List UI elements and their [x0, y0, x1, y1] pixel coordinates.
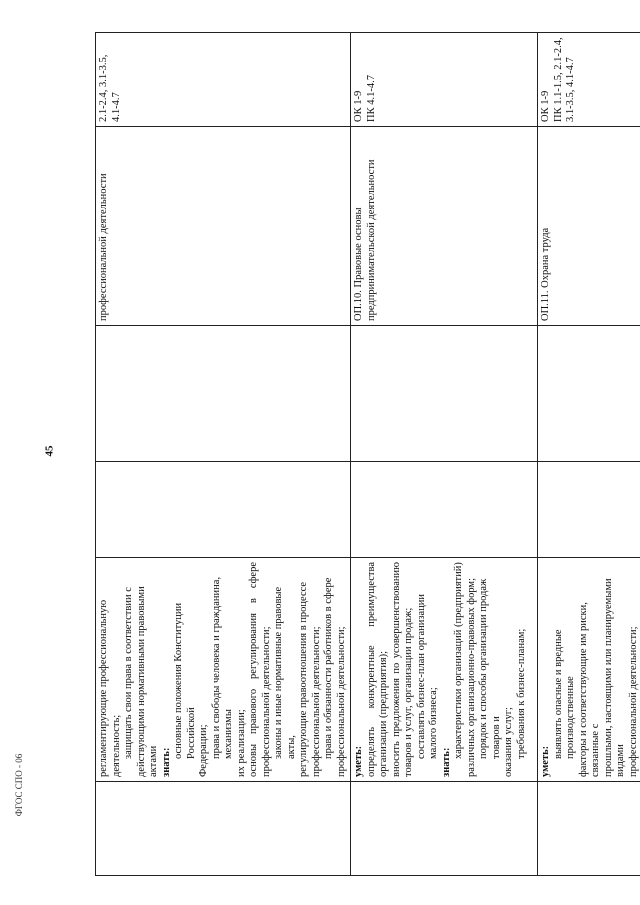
table-cell-blank — [538, 462, 640, 558]
content-line: Федерации; — [198, 724, 209, 777]
competency-codes: 2.1-2.4, 3.1-3.5, 4.1-4.7 — [98, 54, 122, 122]
table-cell-content — [538, 558, 640, 782]
content-line: организации (предприятия); — [378, 651, 389, 777]
competency-table — [95, 32, 640, 876]
content-line: основные положения Конституции Российской — [173, 602, 197, 759]
table-cell-discipline — [96, 127, 351, 326]
rotated-table-sheet — [95, 33, 639, 876]
table-row — [96, 33, 351, 876]
content-lines — [540, 562, 640, 777]
table-row — [538, 33, 640, 876]
content-line: знать: — [160, 747, 172, 777]
discipline-name: ОП.10. Правовые основы предпринимательской деятельности — [353, 159, 377, 321]
discipline-name: ОП.11. Охрана труда — [540, 227, 551, 321]
table-cell-blank — [351, 462, 538, 558]
content-line: определять конкурентные преимущества — [365, 562, 377, 777]
competency-codes: ОК 1-9 ПК 4.1-4.7 — [353, 75, 377, 122]
content-line: различных организационно-правовых форм; — [465, 578, 477, 777]
table-cell-blank — [96, 462, 351, 558]
table-cell-discipline — [351, 127, 538, 326]
table-cell-discipline — [538, 127, 640, 326]
table-cell-blank — [96, 326, 351, 462]
content-line: характеристики организаций (предприятий) — [453, 562, 464, 759]
content-lines — [98, 562, 348, 777]
table-cell-code — [351, 782, 538, 876]
table-cell-content — [351, 558, 538, 782]
content-line: вносить предложения по усовершенствованию — [390, 562, 402, 777]
discipline-name: профессиональной деятельности — [98, 173, 109, 321]
content-line: профессиональной деятельности; — [627, 626, 639, 777]
content-line: права и свободы человека и гражданина, механизмы — [210, 576, 234, 759]
content-line: порядок и способы организации продаж товаров и — [478, 578, 502, 759]
content-line: выявлять опасные и вредные производственные — [552, 629, 576, 759]
footer-code: ФГОС СПО - 06 — [14, 753, 25, 817]
table-cell-blank — [351, 326, 538, 462]
content-line: уметь: — [353, 745, 364, 777]
content-line: прошлыми, настоящими или планируемыми видами — [602, 578, 626, 777]
competency-codes: ОК 1-9 ПК 1.1-1.5, 2.1-2.4, 3.1-3.5, 4.1-4.7 — [540, 37, 576, 122]
table-cell-competencies — [538, 33, 640, 127]
table-cell-blank — [538, 326, 640, 462]
content-line: законы и иные нормативные правовые акты, — [273, 586, 297, 759]
content-line: основы правового регулирования в сфере — [248, 562, 259, 777]
table-row — [351, 33, 538, 876]
content-line: уметь: — [540, 745, 551, 777]
content-line: защищать свои права в соответствии с — [123, 587, 134, 759]
content-line: оказания услуг; — [503, 707, 514, 777]
content-line: профессиональной деятельности; — [335, 626, 347, 777]
content-lines — [353, 562, 528, 777]
content-line: действующими нормативными правовыми актами — [135, 586, 159, 777]
content-line: товаров и услуг, организации продаж; — [403, 607, 414, 777]
content-line: знать: — [440, 747, 452, 777]
content-line: требования к бизнес-планам; — [515, 628, 527, 759]
table-cell-code — [538, 782, 640, 876]
table-cell-competencies — [96, 33, 351, 127]
table-cell-code — [96, 782, 351, 876]
content-line: профессиональной деятельности; — [310, 626, 322, 777]
content-line: их реализации; — [235, 709, 247, 777]
content-line: регулирующие правоотношения в процессе — [298, 581, 309, 777]
page-number: 45 — [43, 445, 56, 457]
table-cell-competencies — [351, 33, 538, 127]
content-line: составлять бизнес-план организации малого бизнеса; — [415, 593, 439, 759]
content-line: регламентирующие профессиональную деятельность; — [98, 599, 122, 777]
content-line: права и обязанности работников в сфере — [323, 577, 334, 759]
content-line: профессиональной деятельности; — [260, 626, 272, 777]
table-cell-content — [96, 558, 351, 782]
content-line: факторы и соответствующие им риски, связанные с — [577, 602, 601, 777]
